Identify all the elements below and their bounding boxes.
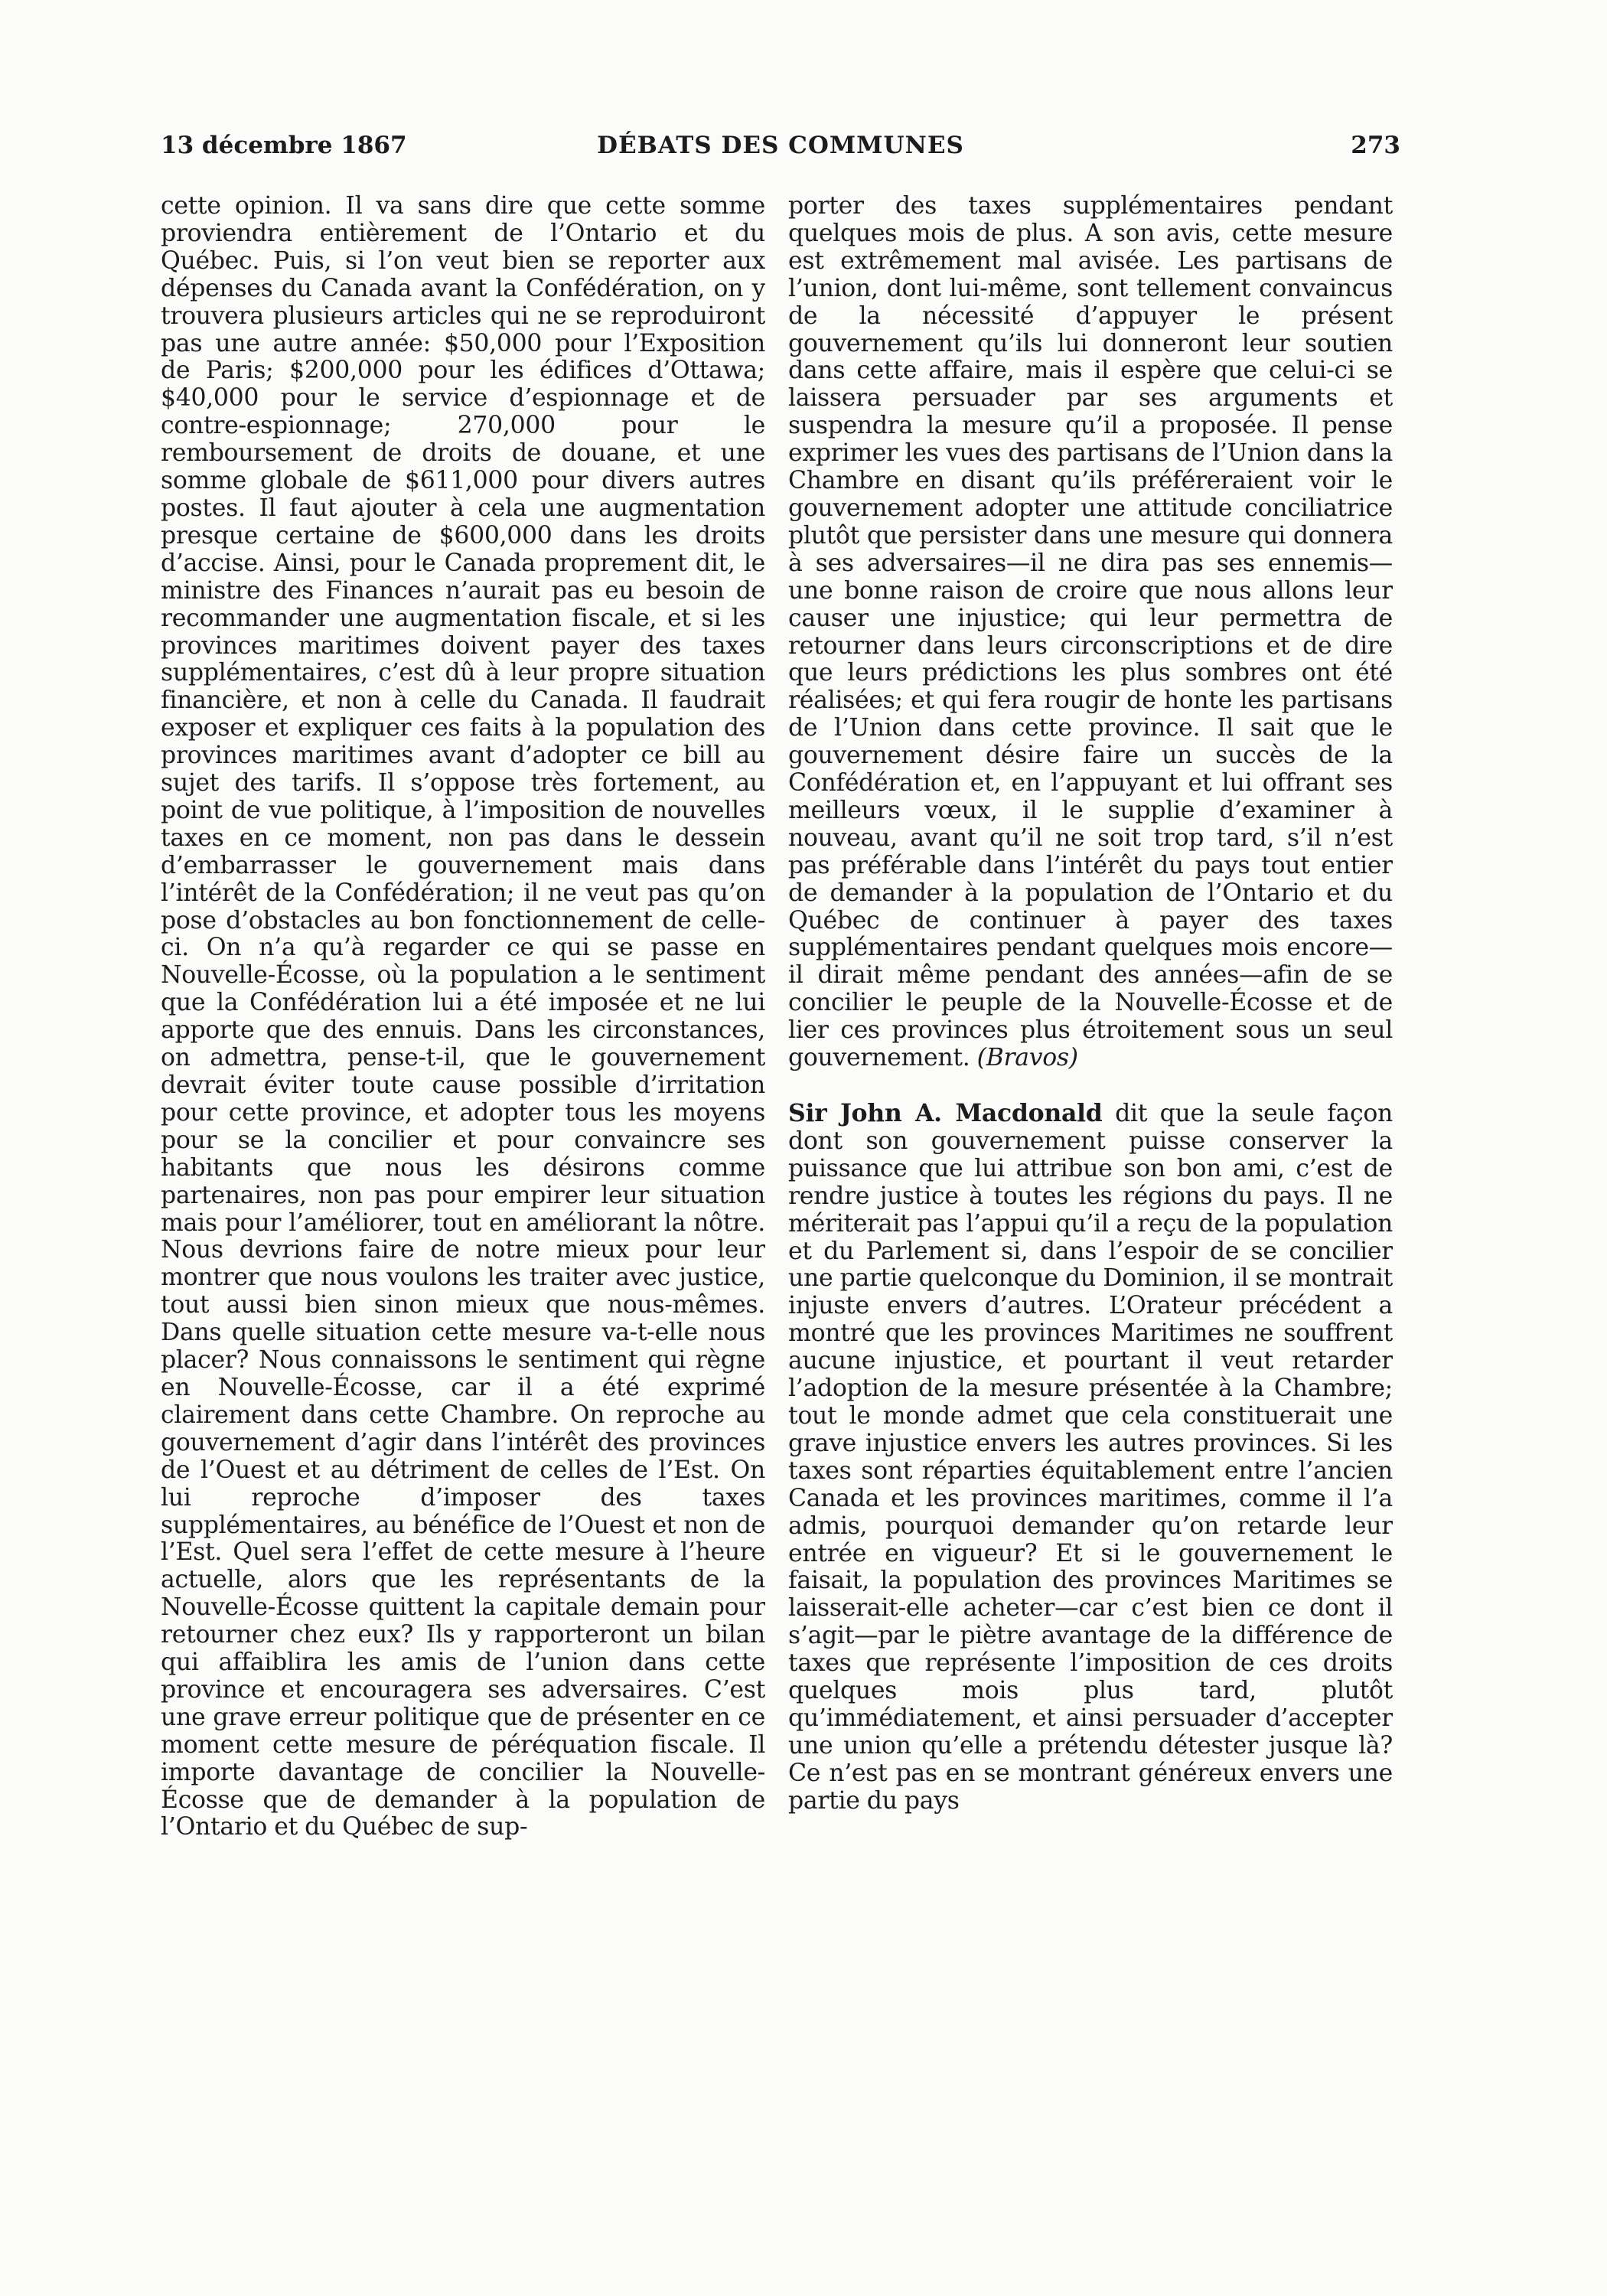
page-number: 273 xyxy=(1351,132,1400,159)
page-header xyxy=(161,132,1400,165)
right-column xyxy=(788,193,1393,2060)
right-paragraph-2-text: dit que la seule façon dont son gouvernement puisse conserver la puissance que lui attribue son bon ami, c’est de rendre justice à toutes les régions du pays. Il ne mériterait pas l’appui qu’il a reçu de la population et du Parlement si, dans l’espoir de se concilier une partie quelconque du Dominion, il se montrait injuste envers d’autres. L’Orateur précédent a montré que les provinces Maritimes ne souffrent aucune injustice, et pourtant il veut retarder l’adoption de la mesure présentée à la Chambre; tout le monde admet que cela constituerait une grave injustice envers les autres provinces. Si les taxes sont réparties équitablement entre l’ancien Canada et les provinces maritimes, comme il l’a admis, pourquoi demander qu’on retarde leur entrée en vigueur? Et si le gouvernement le faisait, la population des provinces Maritimes se laisserait-elle acheter—car c’est bien ce dont il s’agit—par le piètre avantage de la différence de taxes que représente l’imposition de ces droits quelques mois plus tard, plutôt qu’immédiatement, et ainsi persuader d’accepter une union qu’elle a prétendu détester jusque là? Ce n’est pas en se montrant généreux envers une partie du pays xyxy=(788,1100,1393,1815)
header-title: DÉBATS DES COMMUNES xyxy=(597,132,964,159)
applause-note: (Bravos) xyxy=(976,1044,1078,1072)
header-date: 13 décembre 1867 xyxy=(161,132,407,159)
left-paragraph: cette opinion. Il va sans dire que cette somme proviendra entièrement de l’Ontario et du Québec. Puis, si l’on veut bien se reporter aux dépenses du Canada avant la Confédération, on y trouvera plusieurs articles qui ne se reproduiront pas une autre année: $50,000 pour l’Exposition de Paris; $200,000 pour les édifices d’Ottawa; $40,000 pour le service d’espionnage et de contre-espionnage; 270,000 pour le remboursement de droits de douane, et une somme globale de $611,000 pour divers autres postes. Il faut ajouter à cela une augmentation presque certaine de $600,000 dans les droits d’accise. Ainsi, pour le Canada proprement dit, le ministre des Finances n’aurait pas eu besoin de recommander une augmentation fiscale, et si les provinces maritimes doivent payer des taxes supplémentaires, c’est dû à leur propre situation financière, et non à celle du Canada. Il faudrait exposer et expliquer ces faits à la population des provinces maritimes avant d’adopter ce bill au sujet des tarifs. Il s’oppose très fortement, au point de vue politique, à l’imposition de nouvelles taxes en ce moment, non pas dans le dessein d’embarrasser le gouvernement mais dans l’intérêt de la Confédération; il ne veut pas qu’on pose d’obstacles au bon fonctionnement de celle-ci. On n’a qu’à regarder ce qui se passe en Nouvelle-Écosse, où la population a le sentiment que la Confédération lui a été imposée et ne lui apporte que des ennuis. Dans les circonstances, on admettra, pense-t-il, que le gouvernement devrait éviter toute cause possible d’irritation pour cette province, et adopter tous les moyens pour se la concilier et pour convaincre ses habitants que nous les désirons comme partenaires, non pas pour empirer leur situation mais pour l’améliorer, tout en améliorant la nôtre. Nous devrions faire de notre mieux pour leur montrer que nous voulons les traiter avec justice, tout aussi bien sinon mieux que nous-mêmes. Dans quelle situation cette mesure va-t-elle nous placer? Nous connaissons le sentiment qui règne en Nouvelle-Écosse, car il a été exprimé clairement dans cette Chambre. On reproche au gouvernement d’agir dans l’intérêt des provinces de l’Ouest et au détriment de celles de l’Est. On lui reproche d’imposer des taxes supplémentaires, au bénéfice de l’Ouest et non de l’Est. Quel sera l’effet de cette mesure à l’heure actuelle, alors que les représentants de la Nouvelle-Écosse quittent la capitale demain pour retourner chez eux? Ils y rapporteront un bilan qui affaiblira les amis de l’union dans cette province et encouragera ses adversaires. C’est une grave erreur politique que de présenter en ce moment cette mesure de péréquation fiscale. Il importe davantage de concilier la Nouvelle-Écosse que de demander à la population de l’Ontario et du Québec de sup- xyxy=(161,193,765,1841)
right-paragraph-1-text: porter des taxes supplémentaires pendant quelques mois de plus. A son avis, cette mesure est extrêmement mal avisée. Les partisans de l’union, dont lui-même, sont tellement convaincus de la nécessité d’appuyer le présent gouvernement qu’ils lui donneront leur soutien dans cette affaire, mais il espère que celui-ci se laissera persuader par ses arguments et suspendra la mesure qu’il a proposée. Il pense exprimer les vues des partisans de l’Union dans la Chambre en disant qu’ils préféreraient voir le gouvernement adopter une attitude conciliatrice plutôt que persister dans une mesure qui donnera à ses adversaires—il ne dira pas ses ennemis—une bonne raison de croire que nous allons leur causer une injustice; qui leur permettra de retourner dans leurs circonscriptions et de dire que leurs prédictions les plus sombres ont été réalisées; et qui fera rougir de honte les partisans de l’Union dans cette province. Il sait que le gouvernement désire faire un succès de la Confédération et, en l’appuyant et lui offrant ses meilleurs vœux, il le supplie d’examiner à nouveau, avant qu’il ne soit trop tard, s’il n’est pas préférable dans l’intérêt du pays tout entier de demander à la population de l’Ontario et du Québec de continuer à payer des taxes supplémentaires pendant quelques mois encore—il dirait même pendant des années—afin de se concilier le peuple de la Nouvelle-Écosse et de lier ces provinces plus étroitement sous un seul gouvernement. xyxy=(788,193,1393,1072)
left-column xyxy=(161,193,765,2060)
speaker-name: Sir John A. Macdonald xyxy=(788,1099,1103,1127)
right-paragraph-1 xyxy=(788,193,1393,1072)
right-paragraph-2 xyxy=(788,1100,1393,1815)
